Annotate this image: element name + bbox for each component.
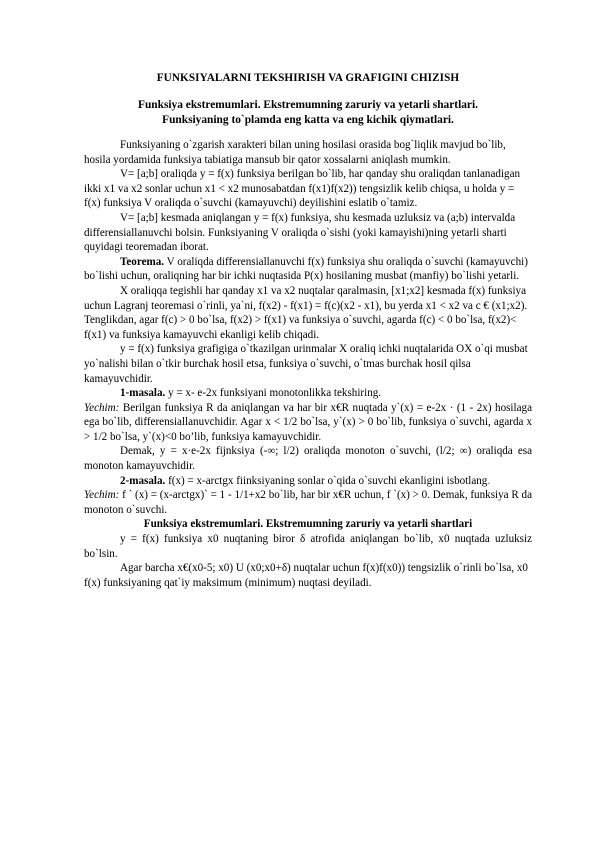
paragraph-intro: Funksiyaning o`zgarish xarakteri bilan uning hosilasi orasida bog`liqlik mavjud bo`lib, hosila yordamida funksiya tabiatiga mansub bir qator xossalarni aniqlash mumkin. <box>84 139 506 166</box>
paragraph-theorem <box>84 255 532 284</box>
document-page <box>84 72 532 590</box>
paragraph-extremum-definition: Agar barcha x€(x0-5; x0) U (x0;x0+δ) nuqtalar uchun f(x)f(x0)) tengsizlik o`rinli bo`lsa, x0 f(x) funksiyaning qat`iy maksimum (minimum) nuqtasi deyiladi. <box>84 562 528 589</box>
section-subtitle <box>84 98 532 128</box>
theorem-text: V oraliqda differensiallanuvchi f(x) funksiya shu oraliqda o`suvchi (kamayuvchi) bo`lishi uchun, oraliqning har bir ichki nuqtasida P(x) hosilaning musbat (manfiy) bo`lishi yetarli. <box>84 255 528 283</box>
solution-2-text: f ` (x) = (x-arctgx)` = 1 - 1/1+x2 bo`lib, har bir x€R uchun, f `(x) > 0. Demak, funksiya R da monoton o`suvchi. <box>84 489 532 516</box>
paragraph-solution-2 <box>84 488 532 517</box>
paragraph-continuity: V= [a;b] kesmada aniqlangan y = f(x) funksiya, shu kesmada uzluksiz va (a;b) intervalda differensiallanuvchi bolsin. Funksiyaning V oraliqda o`sishi (yoki kamayishi)ning yetarli sharti quyidagi teoremadan iborat. <box>84 211 516 254</box>
solution-1-label: Yechim: <box>84 401 120 414</box>
paragraph-monotonic-definition: V= [a;b] oraliqda y = f(x) funksiya berilgan bo`lib, har qanday shu oraliqdan tanlanadigan ikki x1 va x2 sonlar uchun x1 < x2 munosabatdan f(x1)f(x2)) tengsizlik kelib chiqsa, u holda y = f(x) funksiya V oraliqda o`suvchi (kamayuvchi) deyilishini eslatib o`tamiz. <box>84 168 521 210</box>
subtitle-line-1: Funksiya ekstremumlari. Ekstremumning zaruriy va yetarli shartlari. <box>137 99 479 111</box>
problem-1-label: 1-masala. <box>120 387 166 400</box>
paragraph-solution-1 <box>84 401 532 445</box>
paragraph-lagrange: X oraliqqa tegishli har qanday x1 va x2 nuqtalar qaralmasin, [x1;x2] kesmada f(x) funksiya uchun Lagranj teoremasi o`rinli, ya`ni, f(x2) - f(x1) = f(c)(x2 - x1), bu yerda x1 < x2 va c € (x1;x2). Tenglikdan, agar f(c) > 0 bo`lsa, f(x2) > f(x1) va funksiya o`suvchi, agarda f(c) < 0 bo`lsa, f(x2)< f(x1) va funksiya kamayuvchi ekanligi kelib chiqadi. <box>84 284 528 341</box>
document-title: FUNKSIYALARNI TEKSHIRISH VA GRAFIGINI CHIZISH <box>156 72 460 84</box>
paragraph-conclusion-1: Demak, y = x·e-2x fijnksiya (-∞; l/2) oraliqda monoton o`suvchi, (l/2; ∞) oraliqda esa monoton kamayuvchidir. <box>84 445 532 473</box>
theorem-label: Teorema. <box>120 255 165 268</box>
problem-1-text: y = x- e-2x funksiyani monotonlikka tekshiring. <box>165 387 382 400</box>
paragraph-tangent: y = f(x) funksiya grafigiga o`tkazilgan urinmalar X oraliq ichki nuqtalarida OX o`qi musbat yo`nalishi bilan o`tkir burchak hosil etsa, funksiya o`suvchi, o`tmas burchak hosil qilsa kamayuvchidir. <box>84 343 528 385</box>
problem-2-label: 2-masala. <box>120 474 166 487</box>
paragraph-extremum-continuity: y = f(x) funksiya x0 nuqtaning biror δ atrofida aniqlangan bo`lib, x0 nuqtada uzluksiz bo`lsin. <box>84 533 532 560</box>
paragraph-problem-2 <box>84 474 532 489</box>
section-heading-extremum: Funksiya ekstremumlari. Ekstremumning zaruriy va yetarli shartlari <box>143 518 473 531</box>
subtitle-line-2: Funksiyaning to`plamda eng katta va eng kichik qiymatlari. <box>162 114 454 126</box>
problem-2-text: f(x) = x-arctgx fiinksiyaning sonlar o`qida o`suvchi ekanligini isbotlang <box>165 474 488 487</box>
solution-1-text: Berilgan funksiya R da aniqlangan va har bir x€R nuqtada y`(x) = e-2x · (1 - 2x) hosilaga ega bo`lib, differensiallanuvchidir. Agar x < 1/2 bo`lsa, y`(x) > 0 bo`lib, funksiya o`suvchi, agarda x > 1/2 bo`lsa, y`(x)<0 bo’lib, funksiya kamayuvchidir. <box>84 401 532 443</box>
paragraph-problem-1 <box>84 386 532 401</box>
solution-2-label: Yechim: <box>84 489 120 502</box>
problem-2-dot: . <box>487 474 491 487</box>
